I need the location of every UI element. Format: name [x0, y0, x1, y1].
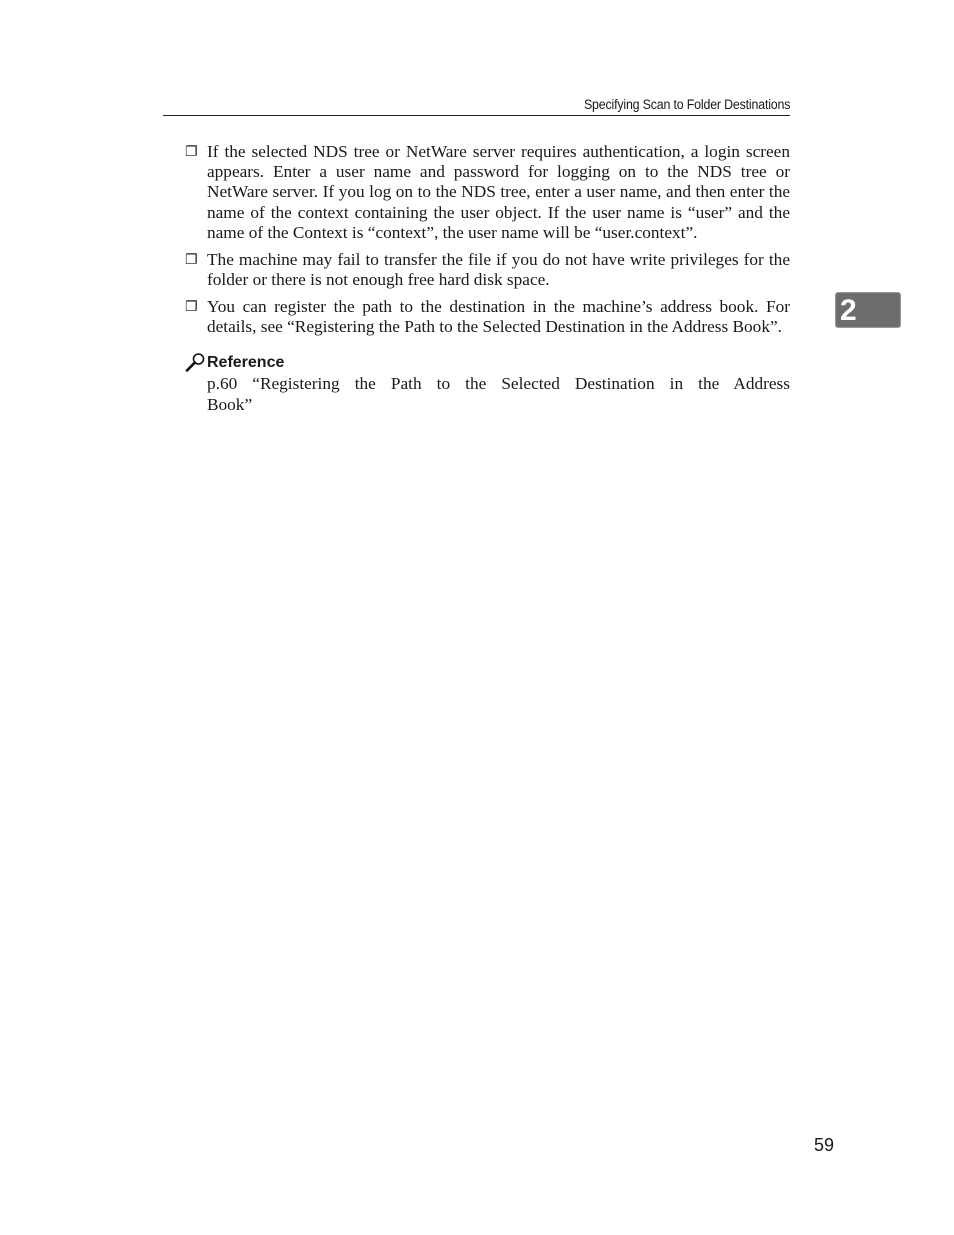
reference-text [185, 374, 790, 414]
page-content [185, 142, 790, 415]
chapter-number: 2 [840, 294, 857, 327]
note-item [185, 297, 790, 337]
reference-section [185, 350, 790, 414]
note-text: If the selected NDS tree or NetWare server requires authentication, a login screen appears. Enter a user name and password for logging on to the NDS tree or NetWare server. If you log on to the NDS tree, enter a user name, and then enter the name of the context containing the user object. If the user name is “user” and the name of the Context is “context”, the user name will be “user.context”. [207, 142, 790, 242]
note-item [185, 250, 790, 290]
page-number: 59 [813, 1135, 834, 1155]
reference-link-line[interactable]: p.60 “Registering the Path to the Selected Destination in the Address [207, 374, 790, 394]
reference-label: Reference [207, 354, 285, 372]
note-item [185, 142, 790, 243]
chapter-tab [835, 292, 901, 328]
reference-link-line-end[interactable]: Book” [207, 394, 253, 414]
reference-magnifier-icon [185, 352, 206, 372]
note-text: The machine may fail to transfer the file if you do not have write privileges for the folder or there is not enough free hard disk space. [207, 249, 790, 290]
reference-heading [185, 350, 790, 372]
checkbox-bullet-icon: ❐ [185, 299, 198, 316]
note-text: You can register the path to the destination in the machine’s address book. For details, see “Registering the Path to the Selected Destination in the Address Book”. [207, 297, 790, 337]
running-header-title: Specifying Scan to Folder Destinations [583, 97, 790, 112]
running-header [163, 95, 790, 116]
checkbox-bullet-icon: ❐ [185, 144, 198, 160]
checkbox-bullet-icon: ❐ [185, 251, 198, 268]
